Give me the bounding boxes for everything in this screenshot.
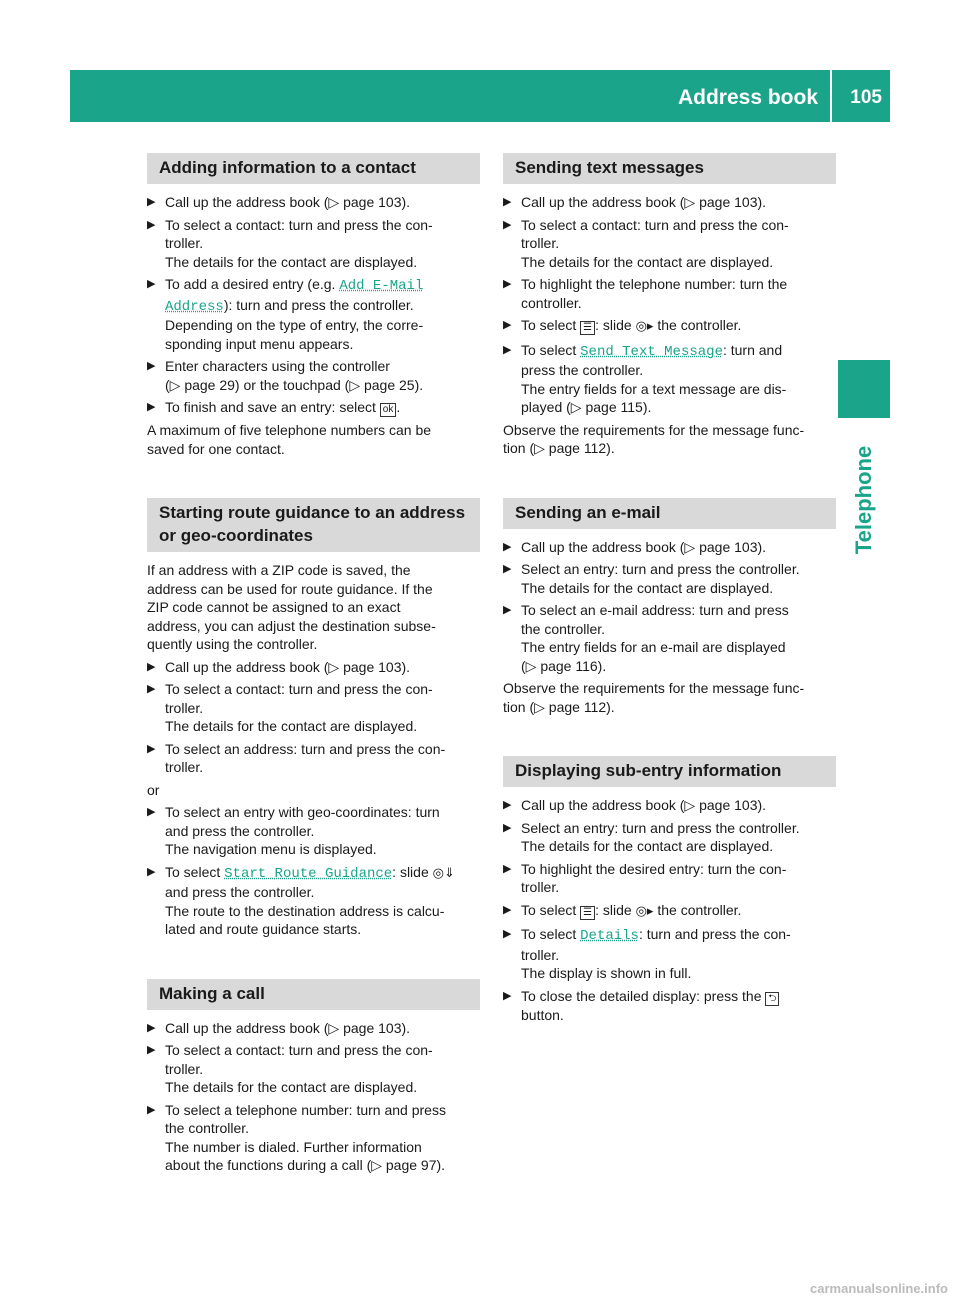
arrow-icon: ▶ <box>147 1103 156 1116</box>
step-text: : slide <box>595 317 636 333</box>
arrow-icon: ▶ <box>503 799 512 811</box>
step-text: To select a contact: turn and press the con- troller. The details for the contact are displayed. <box>521 216 789 270</box>
step-text: To select a contact: turn and press the con- troller. The details for the contact are displayed. <box>165 1042 433 1095</box>
step-text: To select an e-mail address: turn and press the controller. The entry fields for an e-mail are displayed (▷ page 116). <box>521 602 789 674</box>
arrow-icon: ▶ <box>503 319 512 331</box>
section-heading: Displaying sub-entry information <box>503 756 836 787</box>
menu-icon: ☰ <box>580 321 595 335</box>
paragraph: Observe the requirements for the message func- tion (▷ page 112). <box>503 680 805 715</box>
step-text: Enter characters using the controller (▷ page 29) or the touchpad (▷ page 25). <box>165 358 424 393</box>
step-text: Call up the address book (▷ page 103). <box>165 1019 411 1036</box>
step <box>147 193 480 212</box>
arrow-icon: ▶ <box>147 218 156 231</box>
step <box>503 560 836 597</box>
step <box>147 680 480 736</box>
section-route-guidance <box>147 498 480 939</box>
section-sending-text-messages <box>503 153 836 458</box>
step <box>147 275 480 353</box>
step-text: ): turn and press the controller. Depending on the type of entry, the corre- sponding input menu appears. <box>165 296 424 352</box>
menu-item-details: Details <box>580 928 639 944</box>
step <box>147 863 480 939</box>
step <box>503 538 836 557</box>
chapter-title: Address book <box>677 86 818 109</box>
menu-icon: ☰ <box>580 906 595 920</box>
back-icon: ⮌ <box>765 992 779 1006</box>
step-text: To close the detailed display: press the <box>521 987 766 1004</box>
step-text: Select an entry: turn and press the controller. The details for the contact are displayed. <box>521 819 800 854</box>
arrow-icon: ▶ <box>503 563 512 575</box>
step-text: button. <box>521 1006 564 1023</box>
arrow-icon: ▶ <box>503 604 512 616</box>
step <box>503 316 836 337</box>
arrow-icon: ▶ <box>503 343 512 356</box>
menu-item-add-email-address: Add E-Mail Address <box>165 278 424 315</box>
controller-slide-right-icon: ◎▸ <box>635 903 654 919</box>
section-sub-entry-information <box>503 756 836 1024</box>
paragraph: A maximum of five telephone numbers can be saved for one contact. <box>147 422 432 457</box>
arrow-icon: ▶ <box>503 278 512 290</box>
step-text: : turn and press the con- troller. The display is shown in full. <box>521 926 791 981</box>
step-text: To select <box>165 863 225 880</box>
or-text: or <box>147 781 160 798</box>
arrow-icon: ▶ <box>147 865 156 878</box>
step-text: To select <box>521 341 581 358</box>
step <box>503 901 836 922</box>
arrow-icon: ▶ <box>147 1021 156 1034</box>
step-text: To select a contact: turn and press the con- troller. The details for the contact are displayed. <box>165 681 433 734</box>
step-text: the controller. <box>653 901 742 918</box>
header-divider <box>830 70 832 122</box>
section-heading: Making a call <box>147 979 480 1010</box>
section-heading: Starting route guidance to an address or geo-coordinates <box>147 498 480 552</box>
step-text: To select an address: turn and press the con- troller. <box>165 740 446 775</box>
step <box>503 925 836 983</box>
header-bar <box>70 70 890 122</box>
arrow-icon: ▶ <box>147 742 156 755</box>
arrow-icon: ▶ <box>503 928 512 940</box>
step-text: Call up the address book (▷ page 103). <box>165 658 411 675</box>
section-adding-information <box>147 153 480 458</box>
controller-slide-down-icon: ◎⇓ <box>432 865 455 881</box>
arrow-icon: ▶ <box>147 806 156 818</box>
paragraph: If an address with a ZIP code is saved, the address can be used for route guidance. If the ZIP code cannot be assigned to an exact address, you can adjust the destination subse- quently using the controller. <box>147 562 436 652</box>
page-number: 105 <box>850 87 882 108</box>
step <box>503 860 836 897</box>
ok-icon: ok <box>380 403 397 417</box>
step <box>147 1019 480 1038</box>
arrow-icon: ▶ <box>147 196 156 208</box>
step <box>147 1041 480 1097</box>
arrow-icon: ▶ <box>503 862 512 875</box>
menu-item-send-text-message: Send Text Message <box>580 343 723 360</box>
section-heading: Sending an e-mail <box>503 498 836 529</box>
step <box>503 341 836 417</box>
section-heading: Sending text messages <box>503 153 836 184</box>
section-sending-email <box>503 498 836 717</box>
step-text: the controller. <box>653 317 742 333</box>
step-text: To highlight the desired entry: turn the con- troller. <box>521 860 787 895</box>
step <box>147 357 480 394</box>
left-column <box>147 153 480 1215</box>
arrow-icon: ▶ <box>147 401 156 413</box>
arrow-icon: ▶ <box>503 218 512 231</box>
step <box>147 398 480 417</box>
controller-slide-right-icon: ◎▸ <box>635 319 654 334</box>
arrow-icon: ▶ <box>147 660 156 673</box>
step-text: To select <box>521 317 581 333</box>
arrow-icon: ▶ <box>503 989 512 1002</box>
step <box>147 658 480 677</box>
step-text: To add a desired entry (e.g. <box>165 276 340 292</box>
arrow-icon: ▶ <box>147 360 156 372</box>
arrow-icon: ▶ <box>503 540 512 553</box>
step-text: To select a contact: turn and press the con- troller. The details for the contact are displayed. <box>165 216 433 270</box>
step <box>147 803 480 859</box>
step <box>503 216 836 272</box>
step-text: Call up the address book (▷ page 103). <box>521 538 767 555</box>
step <box>147 740 480 777</box>
step-text: : turn and press the controller. The entry fields for a text message are dis- played (▷ page 115). <box>521 341 787 415</box>
step <box>147 1101 480 1175</box>
step-text: : slide <box>595 901 636 918</box>
menu-item-start-route-guidance: Start Route Guidance <box>224 865 393 882</box>
step-text: . <box>396 399 401 415</box>
arrow-icon: ▶ <box>503 903 512 916</box>
step <box>503 193 836 212</box>
step <box>503 796 836 815</box>
right-column <box>503 153 836 1064</box>
step <box>503 987 836 1025</box>
section-making-a-call <box>147 979 480 1175</box>
step <box>147 216 480 272</box>
arrow-icon: ▶ <box>147 683 156 695</box>
side-chapter-label: Telephone <box>851 445 876 555</box>
step-text: Select an entry: turn and press the controller. The details for the contact are displayed. <box>521 561 800 596</box>
step-text: and press the controller. The route to the destination address is calcu- lated and route guidance starts. <box>165 884 445 937</box>
step <box>503 275 836 312</box>
arrow-icon: ▶ <box>147 1044 156 1056</box>
side-tab <box>838 360 890 418</box>
arrow-icon: ▶ <box>147 278 156 290</box>
step-text: Call up the address book (▷ page 103). <box>521 194 767 210</box>
step-text: To finish and save an entry: select <box>165 399 380 415</box>
arrow-icon: ▶ <box>503 196 512 208</box>
step-text: Call up the address book (▷ page 103). <box>165 194 411 210</box>
step-text: To highlight the telephone number: turn the controller. <box>521 276 788 311</box>
step <box>503 601 836 675</box>
step-text: To select an entry with geo-coordinates: turn and press the controller. The navigation menu is displayed. <box>165 804 440 857</box>
step-text: To select <box>521 901 581 918</box>
step-text: To select <box>521 926 581 942</box>
step <box>503 819 836 856</box>
watermark: carmanualsonline.info <box>810 1281 948 1296</box>
step-text: : slide <box>392 863 433 880</box>
section-heading: Adding information to a contact <box>147 153 480 184</box>
arrow-icon: ▶ <box>503 821 512 834</box>
paragraph: Observe the requirements for the message func- tion (▷ page 112). <box>503 421 805 456</box>
step-text: To select a telephone number: turn and press the controller. The number is dialed. Further information about the functions during a call (▷ page 97). <box>165 1101 446 1173</box>
step-text: Call up the address book (▷ page 103). <box>521 797 767 813</box>
